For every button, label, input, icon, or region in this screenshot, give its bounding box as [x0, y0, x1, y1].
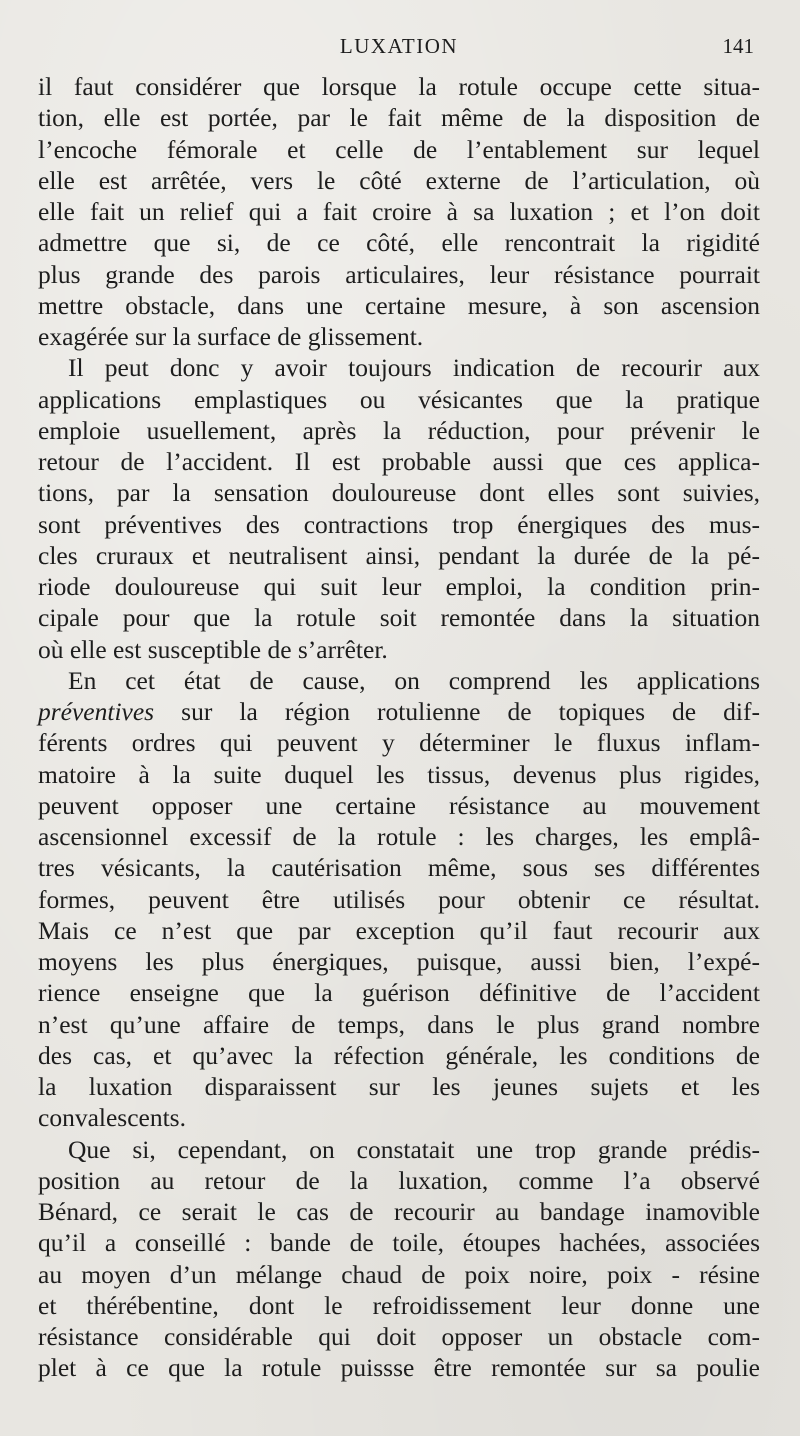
text-line: des cas, et qu’avec la réfection générale, les conditions de [38, 1040, 760, 1070]
page-number: 141 [722, 34, 754, 58]
text-line: il faut considérer que lorsque la rotule occupe cette situa- [38, 72, 760, 101]
text-line: En cet état de cause, on comprend les applications [68, 665, 760, 695]
text-line: Que si, cependant, on constatait une trop grande prédis- [68, 1134, 760, 1164]
text-line: peuvent opposer une certaine résistance au mouvement [38, 790, 760, 820]
text-line: admettre que si, de ce côté, elle rencontrait la rigidité [38, 228, 760, 258]
text-line: au moyen d’un mélange chaud de poix noire, poix - résine [38, 1259, 760, 1289]
text-line: résistance considérable qui doit opposer un obstacle com- [38, 1322, 760, 1351]
text-line: férents ordres qui peuvent y déterminer le fluxus inflam- [38, 728, 760, 758]
text-line-rest: sur la région rotulienne de topiques de dif- [181, 697, 761, 726]
text-line: tions, par la sensation douloureuse dont elles sont suivies, [38, 478, 760, 508]
text-line [38, 696, 760, 727]
text-line: sont préventives des contractions trop énergiques des mus- [38, 509, 760, 539]
text-line: tres vésicants, la cautérisation même, sous ses différentes [38, 853, 760, 883]
text-line: la luxation disparaissent sur les jeunes sujets et les [38, 1072, 760, 1101]
italic-word: préventives [38, 697, 155, 726]
text-line: position au retour de la luxation, comme l’a observé [38, 1165, 760, 1195]
body-text [38, 71, 760, 1384]
text-line: elle est arrêtée, vers le côté externe de l’articulation, où [38, 165, 760, 195]
text-line: plus grande des parois articulaires, leur résistance pourrait [38, 259, 760, 289]
page-header [38, 33, 760, 63]
text-line: l’encoche fémorale et celle de l’entablement sur lequel [38, 134, 760, 164]
text-line: applications emplastiques ou vésicantes que la pratique [38, 384, 760, 414]
text-line: exagérée sur la surface de glissement. [38, 322, 424, 351]
text-line: riode douloureuse qui suit leur emploi, la condition prin- [38, 572, 760, 601]
text-line: rience enseigne que la guérison définitive de l’accident [38, 978, 760, 1008]
text-line: cles cruraux et neutralisent ainsi, pendant la durée de la pé- [38, 540, 760, 570]
text-line: qu’il a conseillé : bande de toile, étoupes hachées, associées [38, 1228, 760, 1258]
text-line: Il peut donc y avoir toujours indication de recourir aux [68, 353, 760, 383]
text-line: matoire à la suite duquel les tissus, devenus plus rigides, [38, 759, 760, 789]
text-line: moyens les plus énergiques, puisque, aussi bien, l’expé- [38, 947, 760, 976]
text-line: retour de l’accident. Il est probable aussi que ces applica- [38, 447, 760, 476]
text-line: n’est qu’une affaire de temps, dans le plus grand nombre [38, 1009, 760, 1039]
text-line: cipale pour que la rotule soit remontée dans la situation [38, 603, 760, 633]
text-line: et thérébentine, dont le refroidissement leur donne une [38, 1290, 760, 1320]
text-line: Mais ce n’est que par exception qu’il faut recourir aux [38, 915, 760, 945]
text-line: convalescents. [38, 1103, 186, 1133]
text-line: plet à ce que la rotule puissse être remontée sur sa poulie [38, 1353, 760, 1383]
text-line: elle fait un relief qui a fait croire à sa luxation ; et l’on doit [38, 197, 760, 226]
text-line: où elle est susceptible de s’arrêter. [38, 634, 388, 664]
text-line: mettre obstacle, dans une certaine mesure, à son ascension [38, 290, 760, 320]
text-line: formes, peuvent être utilisés pour obtenir ce résultat. [38, 884, 760, 914]
text-line: ascensionnel excessif de la rotule : les charges, les emplâ- [38, 822, 760, 851]
running-title: LUXATION [339, 34, 459, 58]
text-line: tion, elle est portée, par le fait même de la disposition de [38, 103, 760, 133]
text-line: Bénard, ce serait le cas de recourir au bandage inamovible [38, 1197, 760, 1226]
text-line: emploie usuellement, après la réduction, pour prévenir le [38, 415, 760, 445]
